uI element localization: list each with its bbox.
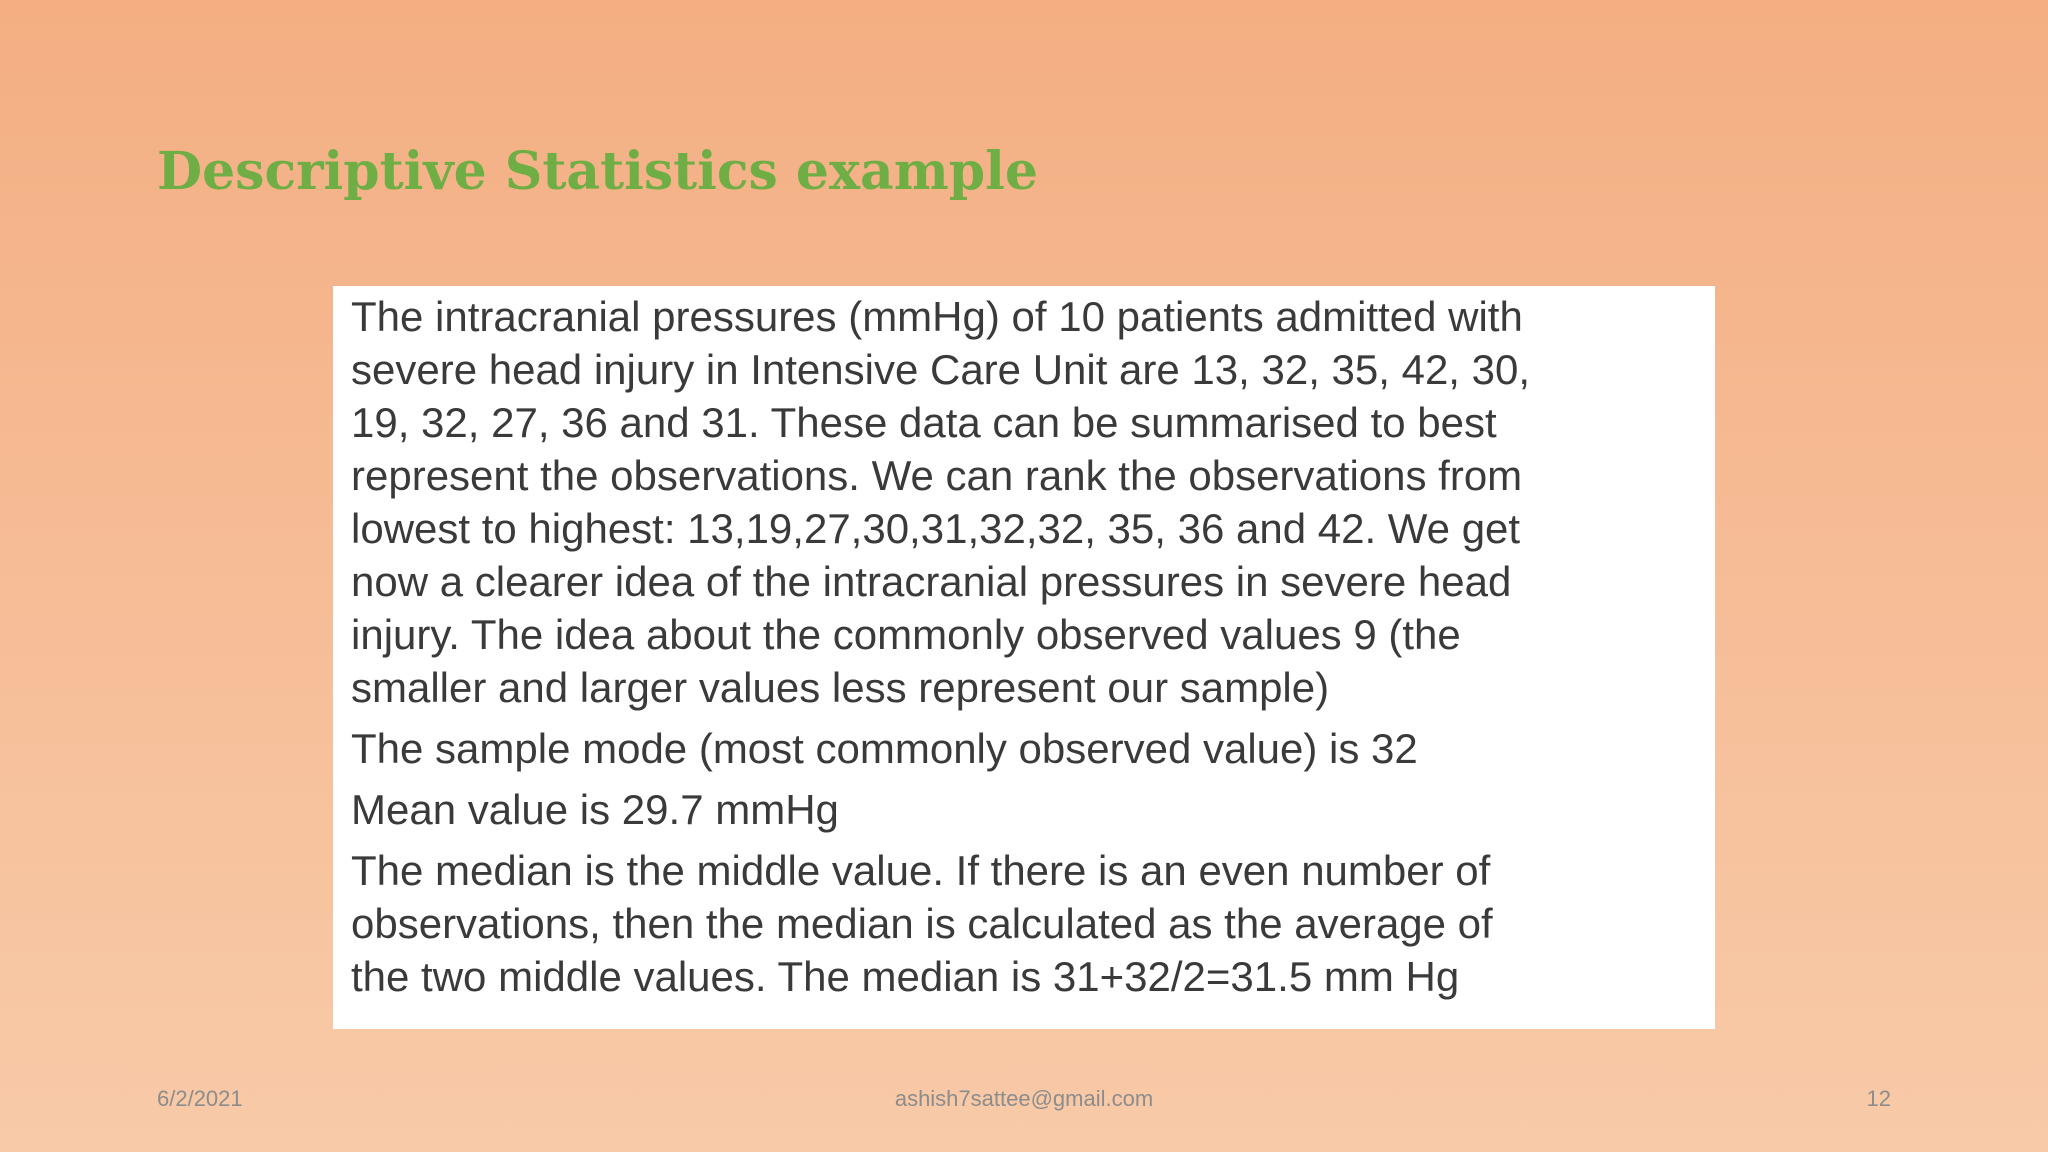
body-paragraph <box>351 290 1715 714</box>
body-line: lowest to highest: 13,19,27,30,31,32,32, 35, 36 and 42. We get <box>351 505 1521 552</box>
body-line: now a clearer idea of the intracranial pressures in severe head <box>351 558 1512 605</box>
mode-statement: The sample mode (most commonly observed value) is 32 <box>351 725 1418 772</box>
body-line: severe head injury in Intensive Care Unit are 13, 32, 35, 42, 30, <box>351 346 1531 393</box>
body-line: The intracranial pressures (mmHg) of 10 patients admitted with <box>351 293 1523 340</box>
body-line: injury. The idea about the commonly observed values 9 (the <box>351 611 1461 658</box>
footer-page-number: 12 <box>1866 1086 1891 1111</box>
embedded-text-image <box>333 286 1715 1029</box>
body-line: smaller and larger values less represent our sample) <box>351 664 1330 711</box>
median-line: the two middle values. The median is 31+32/2=31.5 mm Hg <box>351 953 1460 1000</box>
body-line: 19, 32, 27, 36 and 31. These data can be summarised to best <box>351 399 1497 446</box>
mean-statement: Mean value is 29.7 mmHg <box>351 786 839 833</box>
median-line: observations, then the median is calculated as the average of <box>351 900 1493 947</box>
body-line: represent the observations. We can rank the observations from <box>351 452 1523 499</box>
footer-email: ashish7sattee@gmail.com <box>894 1086 1154 1111</box>
footer-date: 6/2/2021 <box>157 1086 243 1111</box>
slide-title: Descriptive Statistics example <box>157 141 1038 202</box>
median-paragraph <box>351 844 1715 1003</box>
median-line: The median is the middle value. If there is an even number of <box>351 847 1491 894</box>
